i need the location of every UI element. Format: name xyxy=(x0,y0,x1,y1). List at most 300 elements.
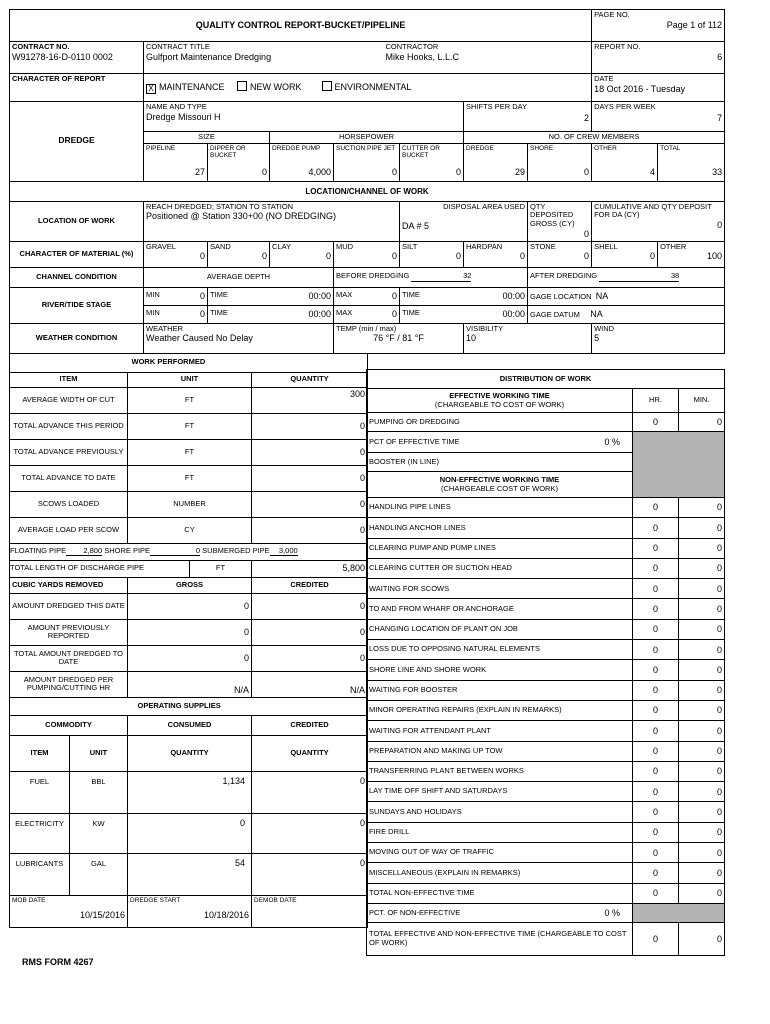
material-gravel xyxy=(144,241,208,267)
dist-row-0-min: 0 xyxy=(679,498,725,518)
date-label: DATE xyxy=(594,74,614,83)
dist-row-6-hr: 0 xyxy=(633,619,679,639)
river-max-1-value: 0 xyxy=(391,290,397,301)
river-min-1-label: MIN xyxy=(146,289,160,299)
dist-row-2-hr: 0 xyxy=(633,538,679,558)
temp-value: 76 °F / 81 °F xyxy=(373,333,424,344)
crew-other-cell xyxy=(592,143,658,181)
dist-row-8-label: SHORE LINE AND SHORE WORK xyxy=(367,660,633,680)
cubic-row-1-gross: 0 xyxy=(128,619,252,645)
supplies-electricity-unit: KW xyxy=(70,813,128,853)
report-no-value: 6 xyxy=(717,51,723,62)
dist-row-12-hr: 0 xyxy=(633,741,679,761)
contractor-cell xyxy=(334,42,592,74)
suction-value: 0 xyxy=(391,166,397,177)
crew-shore-value: 0 xyxy=(584,166,590,177)
dist-row-10-min: 0 xyxy=(679,700,725,720)
submerged-pipe-value: 3,000 xyxy=(270,547,298,557)
dredge-start-value: 10/18/2016 xyxy=(203,910,249,921)
days-value: 7 xyxy=(717,112,723,123)
gage-location xyxy=(528,287,725,305)
dredge-name-value: Dredge Missouri H xyxy=(146,111,221,122)
dist-row-18-hr: 0 xyxy=(633,863,679,883)
booster-label: BOOSTER (IN LINE) xyxy=(367,453,633,472)
contract-no-label: CONTRACT NO. xyxy=(12,42,70,51)
river-time-2b-value: 00:00 xyxy=(502,308,525,319)
crew-shore-cell xyxy=(528,143,592,181)
dredge-name-cell xyxy=(144,102,464,132)
shaded-block-2 xyxy=(633,903,725,922)
weather-cell xyxy=(144,323,334,353)
maintenance-checkbox[interactable]: X xyxy=(146,84,156,94)
material-gravel-value: 0 xyxy=(199,251,205,262)
mob-date-cell xyxy=(10,895,128,927)
reach-label: REACH DREDGED; STATION TO STATION xyxy=(146,201,294,211)
river-time-1b-label: TIME xyxy=(402,289,420,299)
reach-value: Positioned @ Station 330+00 (NO DREDGING) xyxy=(146,211,336,222)
discharge-pipe-unit: FT xyxy=(190,560,252,577)
pipeline-label: PIPELINE xyxy=(146,144,176,152)
temp-cell xyxy=(334,323,464,353)
pct-non-effective-value: 0 % xyxy=(593,903,633,922)
dist-row-12-min: 0 xyxy=(679,741,725,761)
effective-time-header xyxy=(367,389,633,413)
dipper-cell xyxy=(208,143,270,181)
crew-dredge-value: 29 xyxy=(514,166,525,177)
wind-cell xyxy=(592,323,725,353)
work-row-2-qty: 0 xyxy=(252,439,368,465)
work-row-0-item: AVERAGE WIDTH OF CUT xyxy=(10,387,128,413)
supplies-lubricants-credited: 0 xyxy=(252,853,368,895)
supplies-item-header: ITEM xyxy=(10,735,70,771)
qty-deposited-value: 0 xyxy=(584,228,590,239)
material-shell-value: 0 xyxy=(650,251,656,262)
dist-row-1-hr: 0 xyxy=(633,518,679,538)
dist-row-1-min: 0 xyxy=(679,518,725,538)
supplies-electricity-consumed: 0 xyxy=(128,813,252,853)
supplies-fuel-item: FUEL xyxy=(10,771,70,813)
cubic-row-2-item: TOTAL AMOUNT DREDGED TO DATE xyxy=(10,645,128,671)
dist-row-5-hr: 0 xyxy=(633,599,679,619)
shaded-block xyxy=(633,432,725,498)
visibility-label: VISIBILITY xyxy=(466,323,504,333)
river-tide-label: RIVER/TIDE STAGE xyxy=(10,287,144,323)
dist-row-9-min: 0 xyxy=(679,680,725,700)
mob-date-value: 10/15/2016 xyxy=(79,910,125,921)
floating-pipe-label: FLOATING PIPE xyxy=(10,545,67,555)
supplies-consumed-header: CONSUMED xyxy=(128,715,252,735)
river-time-2b-label: TIME xyxy=(402,307,420,317)
river-time-1-label: TIME xyxy=(210,289,228,299)
cumulative-value: 0 xyxy=(717,219,723,230)
dist-row-7-min: 0 xyxy=(679,640,725,660)
discharge-pipe-value: 5,800 xyxy=(252,560,368,577)
material-silt xyxy=(400,241,464,267)
suction-label: SUCTION PIPE JET xyxy=(336,144,396,152)
date-value: 18 Oct 2016 - Tuesday xyxy=(594,83,686,94)
dist-row-16-hr: 0 xyxy=(633,822,679,842)
dist-row-4-min: 0 xyxy=(679,579,725,599)
river-min-2-label: MIN xyxy=(146,307,160,317)
before-dredging-value: 32 xyxy=(411,272,471,282)
material-silt-label: SILT xyxy=(402,241,418,251)
river-max-2 xyxy=(334,305,400,323)
material-clay-value: 0 xyxy=(325,251,331,262)
material-label: CHARACTER OF MATERIAL (%) xyxy=(10,241,144,267)
demob-date-cell xyxy=(252,895,368,927)
dist-row-5-label: TO AND FROM WHARF OR ANCHORAGE xyxy=(367,599,633,619)
contractor-label: CONTRACTOR xyxy=(385,42,439,51)
operating-supplies-header: OPERATING SUPPLIES xyxy=(128,697,368,715)
disposal-cell xyxy=(400,201,528,241)
page-number-cell xyxy=(592,10,725,42)
shore-pipe-label: SHORE PIPE xyxy=(104,545,151,555)
reach-cell xyxy=(144,201,400,241)
work-row-3-item: TOTAL ADVANCE TO DATE xyxy=(10,465,128,491)
hr-header: HR. xyxy=(633,389,679,413)
temp-label: TEMP (min / max) xyxy=(336,323,397,333)
min-header: MIN. xyxy=(679,389,725,413)
work-col-unit: UNIT xyxy=(128,372,252,387)
pipe-lengths-row xyxy=(10,543,368,560)
supplies-unit-header: UNIT xyxy=(70,735,128,771)
work-row-0-unit: FT xyxy=(128,387,252,413)
river-min-2-value: 0 xyxy=(199,308,205,319)
river-min-1-value: 0 xyxy=(199,290,205,301)
dist-row-2-label: CLEARING PUMP AND PUMP LINES xyxy=(367,538,633,558)
dist-row-4-label: WAITING FOR SCOWS xyxy=(367,579,633,599)
non-effective-sub: (CHARGEABLE COST OF WORK) xyxy=(441,483,558,493)
after-dredging-cell xyxy=(528,267,725,287)
floating-pipe-value: 2,800 xyxy=(66,547,102,557)
dist-row-19-label: TOTAL NON-EFFECTIVE TIME xyxy=(367,883,633,903)
crew-shore-label: SHORE xyxy=(530,144,554,152)
before-dredging-label: BEFORE DREDGING xyxy=(336,271,410,281)
dist-row-12-label: PREPARATION AND MAKING UP TOW xyxy=(367,741,633,761)
dredge-name-label: NAME AND TYPE xyxy=(146,102,207,111)
material-gravel-label: GRAVEL xyxy=(146,241,176,251)
discharge-pipe-label: TOTAL LENGTH OF DISCHARGE PIPE xyxy=(10,560,190,577)
dist-row-13-min: 0 xyxy=(679,761,725,781)
dist-row-3-min: 0 xyxy=(679,558,725,578)
dist-row-15-hr: 0 xyxy=(633,802,679,822)
dipper-value: 0 xyxy=(261,166,267,177)
dist-row-10-hr: 0 xyxy=(633,700,679,720)
river-time-2-value: 00:00 xyxy=(308,308,331,319)
supplies-fuel-unit: BBL xyxy=(70,771,128,813)
qty-deposited-cell xyxy=(528,201,592,241)
supplies-lubricants-unit: GAL xyxy=(70,853,128,895)
river-max-2-label: MAX xyxy=(336,307,353,317)
material-clay xyxy=(270,241,334,267)
channel-condition-label: CHANNEL CONDITION xyxy=(10,267,144,287)
dist-row-8-hr: 0 xyxy=(633,660,679,680)
visibility-cell xyxy=(464,323,592,353)
supplies-qty-header: QUANTITY xyxy=(128,735,252,771)
river-max-1-label: MAX xyxy=(336,289,353,299)
supplies-fuel-credited: 0 xyxy=(252,771,368,813)
shore-pipe-value: 0 xyxy=(150,547,200,557)
dist-row-6-label: CHANGING LOCATION OF PLANT ON JOB xyxy=(367,619,633,639)
weather-label: WEATHER xyxy=(146,323,183,333)
cubic-row-2-gross: 0 xyxy=(128,645,252,671)
cumulative-label: CUMULATIVE AND QTY DEPOSIT FOR DA (CY) xyxy=(594,201,712,220)
dist-row-18-min: 0 xyxy=(679,863,725,883)
material-mud-value: 0 xyxy=(391,251,397,262)
material-mud xyxy=(334,241,400,267)
material-other-label: OTHER xyxy=(660,241,687,251)
supplies-credited-header: CREDITED xyxy=(252,715,368,735)
gage-datum-label: GAGE DATUM xyxy=(530,309,580,319)
dist-row-8-min: 0 xyxy=(679,660,725,680)
visibility-value: 10 xyxy=(466,333,477,344)
dist-row-3-hr: 0 xyxy=(633,558,679,578)
material-stone-value: 0 xyxy=(584,251,590,262)
dist-row-10-label: MINOR OPERATING REPAIRS (EXPLAIN IN REMARKS) xyxy=(367,700,633,720)
submerged-pipe-label: SUBMERGED PIPE xyxy=(202,545,270,555)
crew-total-cell xyxy=(658,143,725,181)
work-row-1-unit: FT xyxy=(128,413,252,439)
cubic-credited-header: CREDITED xyxy=(252,577,368,593)
demob-date-label: DEMOB DATE xyxy=(254,896,297,904)
gage-location-label: GAGE LOCATION xyxy=(530,291,592,301)
qty-deposited-label: QTY DEPOSITED GROSS (CY) xyxy=(530,201,575,228)
date-cell xyxy=(592,74,725,102)
cubic-row-0-credited: 0 xyxy=(252,593,368,619)
contract-title-cell xyxy=(144,42,334,74)
pumping-min: 0 xyxy=(679,413,725,432)
contract-no-cell xyxy=(10,42,144,74)
effective-time-sub: (CHARGEABLE TO COST OF WORK) xyxy=(434,399,565,409)
suction-cell xyxy=(334,143,400,181)
work-row-4-qty: 0 xyxy=(252,491,368,517)
form-number: RMS FORM 4267 xyxy=(22,957,94,967)
contract-title-value: Gulfport Maintenance Dredging xyxy=(146,51,272,62)
contract-no-value: W91278-16-D-0110 0002 xyxy=(12,51,113,62)
pct-non-effective-label: PCT. OF NON-EFFECTIVE xyxy=(367,903,593,922)
new-work-checkbox[interactable] xyxy=(237,81,247,91)
dredge-label: DREDGE xyxy=(10,102,144,182)
report-no-cell xyxy=(592,42,725,74)
cubic-gross-header: GROSS xyxy=(128,577,252,593)
dist-row-4-hr: 0 xyxy=(633,579,679,599)
non-effective-title: NON-EFFECTIVE WORKING TIME xyxy=(439,474,560,484)
disposal-value: DA # 5 xyxy=(402,221,430,232)
dist-row-11-min: 0 xyxy=(679,721,725,741)
dist-row-0-label: HANDLING PIPE LINES xyxy=(367,498,633,518)
dist-row-14-min: 0 xyxy=(679,782,725,802)
material-sand xyxy=(208,241,270,267)
dist-row-0-hr: 0 xyxy=(633,498,679,518)
work-row-3-qty: 0 xyxy=(252,465,368,491)
cubic-row-0-gross: 0 xyxy=(128,593,252,619)
work-row-3-unit: FT xyxy=(128,465,252,491)
effective-time-title: EFFECTIVE WORKING TIME xyxy=(449,390,550,400)
material-hardpan-value: 0 xyxy=(519,251,525,262)
work-row-2-unit: FT xyxy=(128,439,252,465)
supplies-commodity-header: COMMODITY xyxy=(10,715,128,735)
dist-row-14-label: LAY TIME OFF SHIFT AND SATURDAYS xyxy=(367,782,633,802)
crew-dredge-label: DREDGE xyxy=(466,144,494,152)
crew-other-value: 4 xyxy=(650,166,656,177)
pct-effective-label: PCT OF EFFECTIVE TIME xyxy=(367,432,593,453)
location-section-header: LOCATION/CHANNEL OF WORK xyxy=(10,181,725,201)
horsepower-label: HORSEPOWER xyxy=(270,132,464,144)
material-sand-label: SAND xyxy=(210,241,231,251)
supplies-table xyxy=(9,735,368,928)
report-no-label: REPORT NO. xyxy=(594,42,641,51)
river-time-1b-value: 00:00 xyxy=(502,290,525,301)
supplies-lubricants-consumed: 54 xyxy=(128,853,252,895)
dist-row-7-hr: 0 xyxy=(633,640,679,660)
work-row-4-item: SCOWS LOADED xyxy=(10,491,128,517)
material-hardpan xyxy=(464,241,528,267)
supplies-qty2-header: QUANTITY xyxy=(252,735,368,771)
dist-row-19-hr: 0 xyxy=(633,883,679,903)
cutter-label: CUTTER OR BUCKET xyxy=(402,144,440,160)
work-performed-header: WORK PERFORMED xyxy=(128,353,368,372)
wind-label: WIND xyxy=(594,323,615,333)
crew-other-label: OTHER xyxy=(594,144,617,152)
dist-row-2-min: 0 xyxy=(679,538,725,558)
work-row-5-unit: CY xyxy=(128,517,252,543)
maintenance-label: MAINTENANCE xyxy=(159,82,225,92)
dredge-pump-value: 4,000 xyxy=(308,166,331,177)
dist-row-1-label: HANDLING ANCHOR LINES xyxy=(367,518,633,538)
river-time-1 xyxy=(208,287,334,305)
contract-title-label: CONTRACT TITLE xyxy=(146,42,210,51)
dredge-pump-cell xyxy=(270,143,334,181)
material-shell-label: SHELL xyxy=(594,241,618,251)
river-max-1 xyxy=(334,287,400,305)
before-dredging-cell xyxy=(334,267,528,287)
work-col-qty: QUANTITY xyxy=(252,372,368,387)
river-time-2 xyxy=(208,305,334,323)
distribution-table xyxy=(366,369,725,956)
material-shell xyxy=(592,241,658,267)
gage-location-value: NA xyxy=(595,290,609,301)
river-time-1b xyxy=(400,287,528,305)
crew-total-value: 33 xyxy=(712,166,723,177)
dist-row-13-label: TRANSFERRING PLANT BETWEEN WORKS xyxy=(367,761,633,781)
material-stone xyxy=(528,241,592,267)
river-time-1-value: 00:00 xyxy=(308,290,331,301)
river-time-2b xyxy=(400,305,528,323)
dist-row-15-label: SUNDAYS AND HOLIDAYS xyxy=(367,802,633,822)
supplies-electricity-credited: 0 xyxy=(252,813,368,853)
dist-row-5-min: 0 xyxy=(679,599,725,619)
river-min-1 xyxy=(144,287,208,305)
material-other-value: 100 xyxy=(707,251,723,262)
dist-row-9-label: WAITING FOR BOOSTER xyxy=(367,680,633,700)
work-row-1-item: TOTAL ADVANCE THIS PERIOD xyxy=(10,413,128,439)
total-time-label: TOTAL EFFECTIVE AND NON-EFFECTIVE TIME (CHARGEABLE TO COST OF WORK) xyxy=(367,922,633,955)
environmental-label: ENVIRONMENTAL xyxy=(334,82,412,92)
environmental-checkbox[interactable] xyxy=(322,81,332,91)
size-label: SIZE xyxy=(144,132,270,144)
total-time-min: 0 xyxy=(679,922,725,955)
dist-row-11-hr: 0 xyxy=(633,721,679,741)
non-effective-header xyxy=(367,472,633,498)
header-table xyxy=(9,9,725,354)
material-mud-label: MUD xyxy=(336,241,354,251)
work-row-2-item: TOTAL ADVANCE PREVIOUSLY xyxy=(10,439,128,465)
weather-condition-label: WEATHER CONDITION xyxy=(10,323,144,353)
work-row-5-item: AVERAGE LOAD PER SCOW xyxy=(10,517,128,543)
cubic-row-0-item: AMOUNT DREDGED THIS DATE xyxy=(10,593,128,619)
dist-row-9-hr: 0 xyxy=(633,680,679,700)
report-title: QUALITY CONTROL REPORT-BUCKET/PIPELINE xyxy=(10,10,592,42)
dist-row-14-hr: 0 xyxy=(633,782,679,802)
page-label: PAGE NO. xyxy=(594,10,630,19)
after-dredging-value: 38 xyxy=(599,272,679,282)
wind-value: 5 xyxy=(594,333,600,344)
cubic-yards-header: CUBIC YARDS REMOVED xyxy=(10,577,128,593)
shifts-cell xyxy=(464,102,592,132)
supplies-electricity-item: ELECTRICITY xyxy=(10,813,70,853)
dist-row-17-label: MOVING OUT OF WAY OF TRAFFIC xyxy=(367,843,633,863)
work-performed-table xyxy=(9,353,368,736)
gage-datum-value: NA xyxy=(590,308,603,319)
disposal-label: DISPOSAL AREA USED xyxy=(443,201,525,211)
total-time-hr: 0 xyxy=(633,922,679,955)
crew-dredge-cell xyxy=(464,143,528,181)
material-stone-label: STONE xyxy=(530,241,556,251)
days-cell xyxy=(592,102,725,132)
page-value: Page 1 of 112 xyxy=(666,19,723,30)
mob-date-label: MOB DATE xyxy=(12,896,46,904)
pipeline-value: 27 xyxy=(194,166,205,177)
dredge-pump-label: DREDGE PUMP xyxy=(272,144,321,152)
cubic-row-3-item: AMOUNT DREDGED PER PUMPING/CUTTING HR xyxy=(10,671,128,697)
character-of-report-label: CHARACTER OF REPORT xyxy=(10,74,144,102)
distribution-header: DISTRIBUTION OF WORK xyxy=(367,370,725,389)
character-options xyxy=(144,74,592,102)
new-work-label: NEW WORK xyxy=(250,82,302,92)
cubic-row-1-item: AMOUNT PREVIOUSLY REPORTED xyxy=(10,619,128,645)
material-hardpan-label: HARDPAN xyxy=(466,241,503,251)
non-effective-rows xyxy=(367,498,725,904)
cubic-row-3-credited: N/A xyxy=(252,671,368,697)
work-row-5-qty: 0 xyxy=(252,517,368,543)
after-dredging-label: AFTER DREDGING xyxy=(530,271,598,281)
dredge-start-cell xyxy=(128,895,252,927)
work-row-0-qty: 300 xyxy=(252,387,368,413)
work-row-1-qty: 0 xyxy=(252,413,368,439)
cubic-row-1-credited: 0 xyxy=(252,619,368,645)
location-of-work-label: LOCATION OF WORK xyxy=(10,201,144,241)
pumping-label: PUMPING OR DREDGING xyxy=(367,413,633,432)
pct-effective-value: 0 % xyxy=(593,432,633,453)
work-row-4-unit: NUMBER xyxy=(128,491,252,517)
dist-row-13-hr: 0 xyxy=(633,761,679,781)
river-time-2-label: TIME xyxy=(210,307,228,317)
shifts-value: 2 xyxy=(584,112,590,123)
dist-row-16-min: 0 xyxy=(679,822,725,842)
dist-row-6-min: 0 xyxy=(679,619,725,639)
dist-row-3-label: CLEARING CUTTER OR SUCTION HEAD xyxy=(367,558,633,578)
dist-row-7-label: LOSS DUE TO OPPOSING NATURAL ELEMENTS xyxy=(367,640,633,660)
river-min-2 xyxy=(144,305,208,323)
shifts-label: SHIFTS PER DAY xyxy=(466,102,528,111)
quality-control-report-form xyxy=(9,9,724,947)
supplies-lubricants-item: LUBRICANTS xyxy=(10,853,70,895)
cutter-value: 0 xyxy=(455,166,461,177)
pumping-hr: 0 xyxy=(633,413,679,432)
dist-row-11-label: WAITING FOR ATTENDANT PLANT xyxy=(367,721,633,741)
material-silt-value: 0 xyxy=(455,251,461,262)
dist-row-18-label: MISCELLANEOUS (EXPLAIN IN REMARKS) xyxy=(367,863,633,883)
